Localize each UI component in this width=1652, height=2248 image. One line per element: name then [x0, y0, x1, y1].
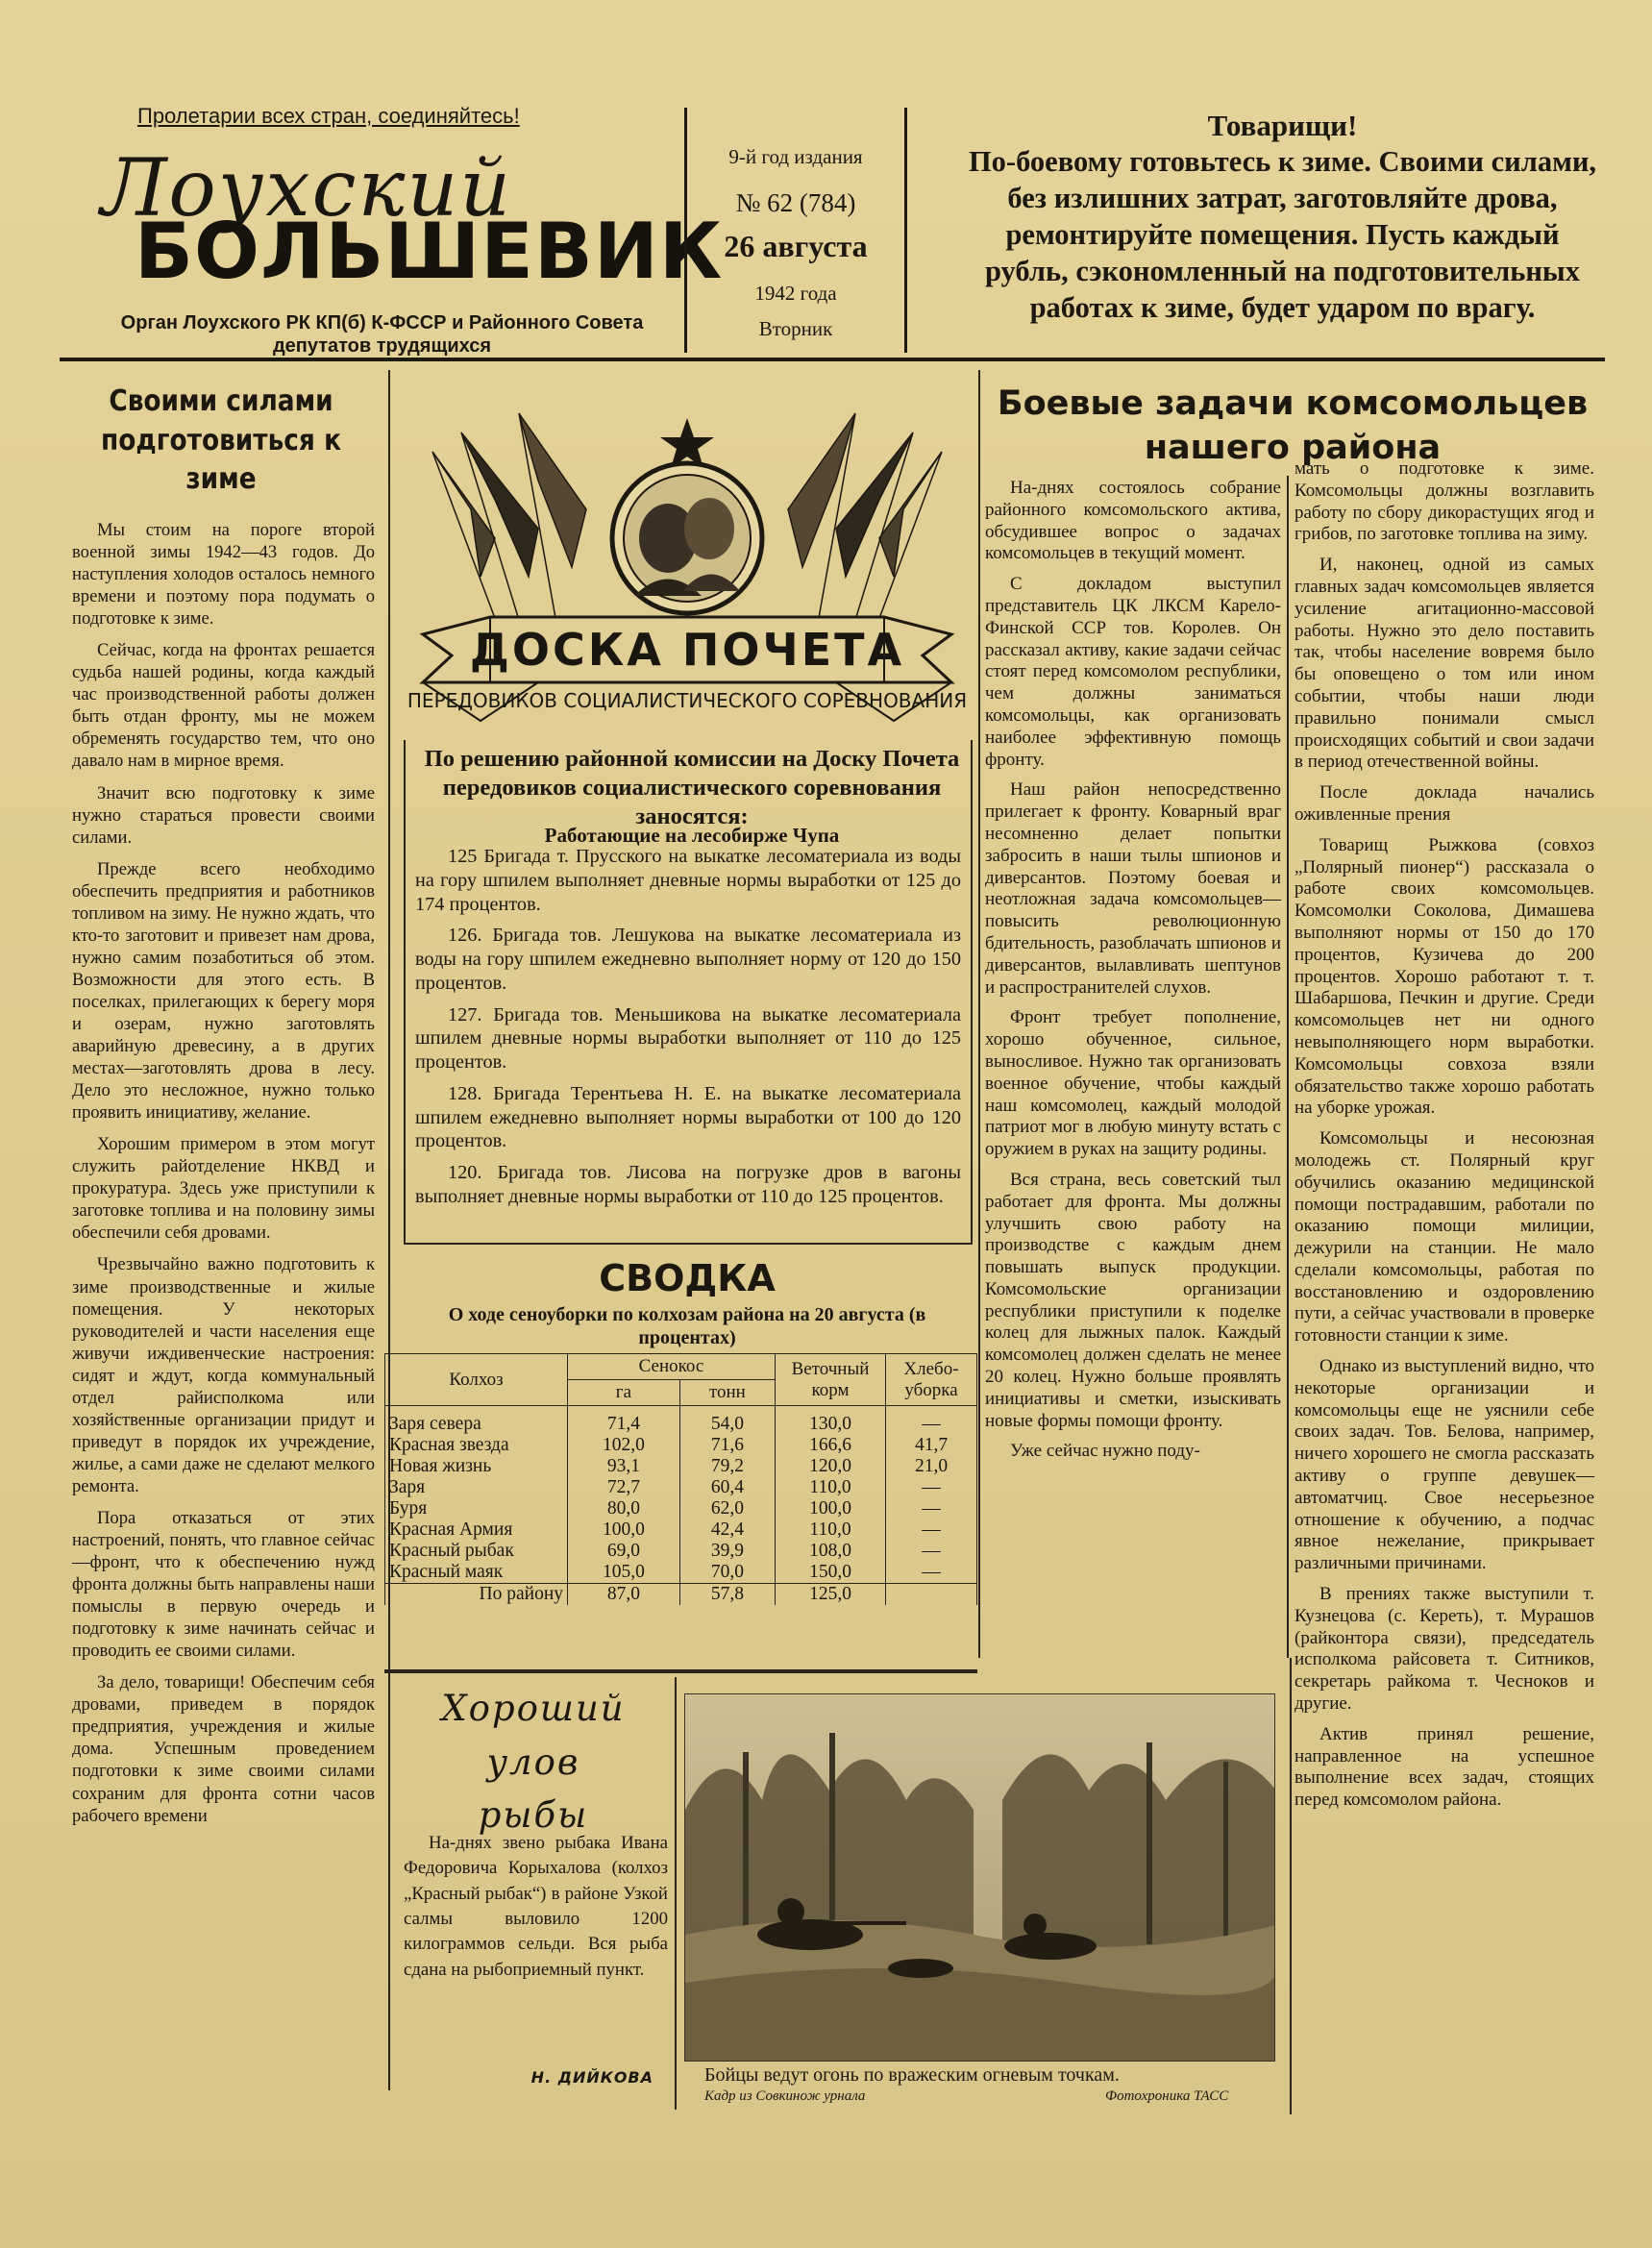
table-cell: —	[886, 1498, 977, 1519]
table-cell: Буря	[385, 1498, 568, 1519]
table-row	[385, 1498, 977, 1519]
paragraph: После доклада начались оживленные прения	[1294, 782, 1594, 825]
table-cell: 21,0	[886, 1456, 977, 1477]
masthead-rule	[60, 358, 1605, 361]
table-cell: 70,0	[679, 1562, 775, 1584]
table-cell: 69,0	[568, 1541, 680, 1562]
table-cell: 100,0	[568, 1519, 680, 1541]
fish-title-line: Хороший	[441, 1688, 626, 1729]
table-cell: Заря	[385, 1477, 568, 1498]
honor-board-heading: По решению районной комиссии на Доску Почета передовиков социалистического соревнования заносятся:	[424, 746, 960, 829]
fish-title-line: рыбы	[478, 1794, 589, 1836]
paragraph: Наш район непосредственно прилегает к фронту. Коварный враг несомненно делает попытки забросить в наши тылы шпионов и диверсантов. Поэтому боевая и неотложная задача комсомольцев—повысить революционную бдительность, разоблачать шпионов и диверсантов, вылавливать шептунов и распространителей слухов.	[985, 779, 1281, 998]
right-article-col2	[1294, 458, 1594, 1812]
table-cell: 41,7	[886, 1435, 977, 1456]
table-cell: 79,2	[679, 1456, 775, 1477]
paragraph: Товарищ Рыжкова (совхоз „Полярный пионер“) рассказала о работе своих комсомольцев. Комсомолки Соколова, Димашева выполняют нормы от 150 до 170 процентов, Кузичева до 200 процентов. Хорошо работают т. т. Шабаршова, Печкин и другие. Среди комсомольцев нет ни одного невыполняющего норм выработки. Комсомольцы совхоза взяли обязательство также хорошо работать на уборке урожая.	[1294, 834, 1594, 1119]
table-cell: 166,6	[776, 1435, 886, 1456]
banner-title: ДОСКА ПОЧЕТА	[469, 624, 905, 676]
issue-number: № 62 (784)	[735, 188, 856, 218]
column-divider	[675, 1677, 677, 2110]
table-cell: Красный маяк	[385, 1562, 568, 1584]
column-divider	[1287, 476, 1289, 1658]
section-rule	[384, 1669, 977, 1673]
paragraph: Комсомольцы и несоюзная молодежь ст. Полярный круг обучились оказанию медицинской помощи пострадавшим, работали по оказанию помощи милиции, дежурили на станции. Не мало сделали комсомольцы, работая по восстановлению и оздоровлению пути, а сейчас участвовали в проверке готовности станции к зиме.	[1294, 1128, 1594, 1346]
banner-subtitle: ПЕРЕДОВИКОВ СОЦИАЛИСТИЧЕСКОГО СОРЕВНОВАНИЯ	[407, 689, 968, 712]
war-photo	[684, 1693, 1275, 2062]
right-article-title: Боевые задачи комсомольцев нашего района	[997, 384, 1589, 467]
paragraph: И, наконец, одной из самых главных задач комсомольцев является усиление агитационно-массовой работы. Нужно это дело поставить так, чтобы население вовремя было бы оповещено о том или ином событии, чтобы наши люди правильно понимали смысл происходящих событий и свои задачи в период отечественной войны.	[1294, 555, 1594, 773]
paragraph: За дело, товарищи! Обеспечим себя дровами, приведем в порядок предприятия, учреждения и жилые дома. Успешным проведением подготовки к зиме своими силами сохраним для фронта сотни часов рабочего времени	[72, 1672, 375, 1826]
table-cell: Заря севера	[385, 1406, 568, 1436]
table-cell: По району	[385, 1584, 568, 1606]
table-row	[385, 1435, 977, 1456]
table-cell: 39,9	[679, 1541, 775, 1562]
column-divider	[1290, 1658, 1292, 2114]
paragraph: На-днях состоялось собрание районного комсомольского актива, обсудившее вопрос о задачах комсомольцев в текущий момент.	[985, 478, 1281, 564]
photo-caption: Бойцы ведут огонь по вражеским огневым точкам.	[704, 2064, 1120, 2086]
list-item: 120. Бригада тов. Лисова на погрузке дров в вагоны выполняет дневные нормы выработки от 110 до 125 процентов.	[415, 1162, 961, 1207]
svodka-table	[384, 1353, 977, 1605]
table-cell: Красная Армия	[385, 1519, 568, 1541]
honor-board-list	[415, 845, 961, 1209]
table-row	[385, 1519, 977, 1541]
table-cell: 60,4	[679, 1477, 775, 1498]
table-row	[385, 1562, 977, 1584]
paragraph: На-днях звено рыбака Ивана Федоровича Корыхалова (колхоз „Красный рыбак“) в районе Узкой салмы выловило 1200 килограммов сельди. Вся рыба сдана на рыбоприемный пункт.	[404, 1833, 668, 1980]
photo-credit-right: Фотохроника ТАСС	[1105, 2088, 1229, 2104]
table-cell: 57,8	[679, 1584, 775, 1606]
table-cell: 100,0	[776, 1498, 886, 1519]
table-cell: 102,0	[568, 1435, 680, 1456]
table-cell: 120,0	[776, 1456, 886, 1477]
honor-board-subheading: Работающие на лесобирже Чупа	[544, 824, 840, 847]
appeal-text: По-боевому готовьтесь к зиме. Своими силами, без излишних затрат, заготовляйте дрова, ремонтируйте помещения. Пусть каждый рубль, сэкономленный на подготовительных работах к зиме, будет ударом по врагу.	[968, 145, 1597, 324]
table-cell: 72,7	[568, 1477, 680, 1498]
organ-line: Орган Лоухского РК КП(б) К-ФССР и Районного Совета депутатов трудящихся	[120, 312, 644, 358]
list-item: 127. Бригада тов. Меньшикова на выкатке лесоматериала шпилем дневные нормы выработки выполняет от 110 до 125 процентов.	[415, 1003, 961, 1073]
issue-year: 9-й год издания	[728, 145, 863, 168]
newspaper-title-line2: БОЛЬШЕВИК	[135, 207, 724, 296]
star-icon	[660, 418, 714, 468]
left-article-body	[72, 519, 375, 1827]
column-header: Хлебо-уборка	[886, 1354, 977, 1406]
paragraph: В прениях также выступили т. Кузнецова (с. Кереть), т. Мурашов (райконтора связи), председатель исполкома райсовета т. Ситников, секретарь райкома т. Чесноков и другие.	[1294, 1584, 1594, 1715]
fish-title-line: улов	[486, 1741, 580, 1783]
table-cell	[886, 1584, 977, 1606]
list-item: 125 Бригада т. Прусского на выкатке лесоматериала из воды на гору шпилем выполняет дневные нормы выработки от 125 до 174 процентов.	[415, 846, 961, 915]
column-header: Колхоз	[385, 1354, 568, 1406]
paragraph: Фронт требует пополнение, хорошо обученное, сильное, выносливое. Нужно так организовать военное обучение, чтобы каждый наш комсомолец, каждый молодой патриот мог в любую минуту встать с оружием в руках на защиту родины.	[985, 1007, 1281, 1160]
column-header: га	[568, 1380, 680, 1406]
paragraph: Пора отказаться от этих настроений, понять, что главное сейчас—фронт, что к обеспечению нужд фронта должны быть направлены наши помыслы в первую очередь и подготовку к зиме начинать сейчас и проводить ее своими силами.	[72, 1507, 375, 1662]
fish-article-body	[404, 1831, 668, 1983]
right-article-col1	[985, 478, 1281, 1463]
table-cell: 54,0	[679, 1406, 775, 1436]
svodka-title: СВОДКА	[599, 1257, 776, 1299]
newspaper-title-line1: Лоухский	[101, 143, 513, 235]
table-row	[385, 1456, 977, 1477]
column-header: тонн	[679, 1380, 775, 1406]
table-cell: 110,0	[776, 1519, 886, 1541]
issue-date: 26 августа	[724, 228, 868, 263]
paragraph: Однако из выступлений видно, что некоторые организации и комсомольцы еще не уяснили себе своих задач. Тов. Белова, например, ничего хорошего не смогла рассказать активу о группе девушек—автоматчиц. Свое несерьезное отношение к обучению, а подчас явное нежелание, прикрывает различными причинами.	[1294, 1356, 1594, 1574]
paragraph: Актив принял решение, направленное на успешное выполнение всех задач, стоящих перед комсомолом района.	[1294, 1723, 1594, 1811]
svodka-table-body	[385, 1406, 977, 1606]
table-cell: 71,4	[568, 1406, 680, 1436]
table-cell: 71,6	[679, 1435, 775, 1456]
table-row	[385, 1406, 977, 1436]
table-cell: 130,0	[776, 1406, 886, 1436]
soldiers-photo-illustration	[685, 1694, 1275, 2062]
table-cell: 93,1	[568, 1456, 680, 1477]
paragraph: Чрезвычайно важно подготовить к зиме производственные и жилые помещения. У некоторых руководителей и части населения еще живучи иждивенческие настроения: сидят и ждут, когда коммунальный отдел райисполкома или хозяйственные организации придут и приведут в порядок их учреждение, жилье, а сами даже не сделают мелкого ремонта.	[72, 1254, 375, 1496]
paragraph: мать о подготовке к зиме. Комсомольцы должны возглавить работу по сбору дикорастущих ягод и грибов, по заготовке топлива на зиму.	[1294, 458, 1594, 545]
paragraph: Вся страна, весь советский тыл работает для фронта. Мы должны улучшить свою работу на производстве с каждым днем повышать выпуск продукции. Комсомольские организации республики приступили к поделке колец для лыжных палок. Каждый комсомолец должен сделать не менее 20 колец. Нужно больше проявлять инициативы и сметки, изыскивать новые формы помощи фронту.	[985, 1169, 1281, 1431]
column-divider	[978, 370, 980, 1658]
table-cell: 105,0	[568, 1562, 680, 1584]
column-header: Сенокос	[568, 1354, 776, 1380]
paragraph: Сейчас, когда на фронтах решается судьба нашей родины, когда каждый час производственной работы должен быть отдан фронту, мы не можем обременять государство тем, что оно давало нам в мирное время.	[72, 640, 375, 772]
table-row	[385, 1541, 977, 1562]
table-cell: Красная звезда	[385, 1435, 568, 1456]
issue-box	[684, 108, 907, 353]
list-item: 128. Бригада Терентьева Н. Е. на выкатке лесоматериала шпилем ежедневно выполняет нормы выработки от 100 до 120 процентов.	[415, 1082, 961, 1152]
column-divider	[388, 370, 390, 2090]
honor-board-emblem	[404, 394, 971, 740]
photo-credit-left: Кадр из Совкинож урнала	[704, 2088, 866, 2104]
table-cell: —	[886, 1477, 977, 1498]
column-header: Веточный корм	[776, 1354, 886, 1406]
table-total-row	[385, 1584, 977, 1606]
fish-author: Н. ДИЙКОВА	[530, 2068, 653, 2087]
left-article-title: Своими силами подготовиться к зиме	[101, 384, 341, 496]
table-cell: —	[886, 1562, 977, 1584]
issue-weekday: Вторник	[758, 317, 833, 341]
paragraph: Уже сейчас нужно поду-	[1010, 1441, 1200, 1462]
issue-year-full: 1942 года	[754, 281, 837, 305]
table-row	[385, 1477, 977, 1498]
list-item: 126. Бригада тов. Лешукова на выкатке лесоматериала из воды на гору шпилем ежедневно выполняет норму от 120 до 150 процентов.	[415, 925, 961, 994]
paragraph: Значит всю подготовку к зиме нужно стараться провести своими силами.	[72, 782, 375, 848]
fish-title	[413, 1682, 653, 1842]
table-cell: 125,0	[776, 1584, 886, 1606]
svodka-subtitle: О ходе сеноуборки по колхозам района на 20 августа (в процентах)	[448, 1304, 926, 1348]
table-cell: 62,0	[679, 1498, 775, 1519]
paragraph: Хорошим примером в этом могут служить райотделение НКВД и прокуратура. Здесь уже приступили к заготовке топлива и на половину зимы обеспечили себя дровами.	[72, 1134, 375, 1244]
appeal-box	[963, 108, 1602, 327]
paragraph: Мы стоим на пороге второй военной зимы 1942—43 годов. До наступления холодов осталось немного времени и поэтому пора подумать о подготовке к зиме.	[72, 520, 375, 630]
table-cell: —	[886, 1406, 977, 1436]
table-cell: —	[886, 1519, 977, 1541]
table-cell: —	[886, 1541, 977, 1562]
slogan: Пролетарии всех стран, соединяйтесь!	[137, 104, 520, 128]
appeal-heading: Товарищи!	[1207, 109, 1358, 142]
table-cell: 110,0	[776, 1477, 886, 1498]
table-cell: 108,0	[776, 1541, 886, 1562]
table-cell: 150,0	[776, 1562, 886, 1584]
table-cell: 80,0	[568, 1498, 680, 1519]
table-cell: 42,4	[679, 1519, 775, 1541]
table-cell: 87,0	[568, 1584, 680, 1606]
table-cell: Новая жизнь	[385, 1456, 568, 1477]
paragraph: С докладом выступил представитель ЦК ЛКСМ Карело-Финской ССР тов. Королев. Он рассказал активу, какие задачи сейчас стоят перед комсомолом республики, чем должны заниматься комсомольцы, как организовать наиболее эффективную помощь фронту.	[985, 574, 1281, 770]
paragraph: Прежде всего необходимо обеспечить предприятия и работников топливом на зиму. Не нужно ждать, что кто-то заготовит и привезет нам дрова, нужно самим позаботиться об этом. Возможности для этого есть. В поселках, прилегающих к берегу моря и озерам, нужно заготовлять аварийную древесину, а в других местах—заготовлять дрова в лесу. Дело это несложное, нужно только проявить инициативу, желание.	[72, 858, 375, 1124]
table-cell: Красный рыбак	[385, 1541, 568, 1562]
